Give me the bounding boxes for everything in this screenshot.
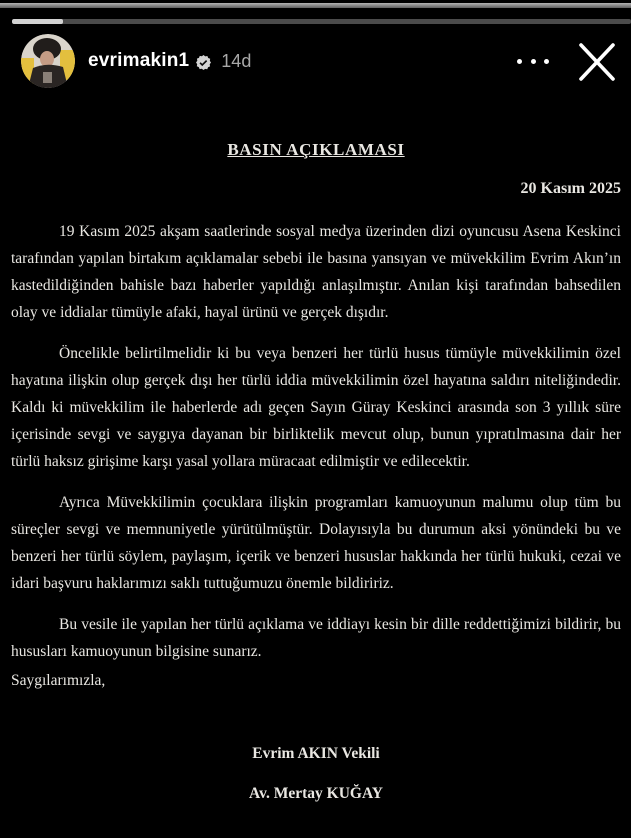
document-paragraph: Ayrıca Müvekkilimin çocuklara ilişkin programları kamuoyunun malumu olup tüm bu süreçler sevgi ve memnuniyetle yürütülmüştür. Dolayısıyla bu durumun aksi yönündeki bu ve benzeri her türlü söylem, paylaşım, içerik ve benzeri hususlar hakkında her türlü hukuki, cezai ve idari başvuru haklarımızı saklı tuttuğumuzu önemle bildiririz.: [11, 494, 621, 592]
document-title: BASIN AÇIKLAMASI: [227, 140, 405, 159]
story-progress-fill: [12, 19, 63, 24]
x-icon: [576, 42, 618, 82]
story-progress-bar-top: [0, 3, 631, 8]
close-button[interactable]: [574, 40, 620, 84]
avatar[interactable]: [21, 34, 75, 88]
three-dots-icon: [517, 59, 522, 64]
document-body: [11, 218, 621, 665]
document-paragraph: Öncelikle belirtilmelidir ki bu veya benzeri her türlü husus tümüyle müvekkilimin özel hayatına ilişkin olup gerçek dışı her türlü iddia müvekkilimin özel hayatına saldırı niteliğindedir. Kaldı ki müvekkilim ile haberlerde adı geçen Sayın Güray Keskinci arasında son 3 yıllık süre içerisinde sevgi ve saygıya dayanan bir birliktelik mevcut olup, bunun yıpratılmasına dair her türlü haksız girişime karşı yasal yollara müracaat edilmiştir ve edilecektir.: [11, 345, 621, 470]
document-paragraph: Bu vesile ile yapılan her türlü açıklama ve iddiayı kesin bir dille reddettiğimizi bildirir, bu hususları kamuoyunun bilgisine sunarız.: [11, 616, 621, 660]
signature-role: Evrim AKIN Vekili: [252, 745, 380, 762]
username[interactable]: evrimakin1: [88, 50, 190, 71]
three-dots-icon: [544, 59, 549, 64]
story-progress-bar: [12, 19, 631, 24]
more-options-button[interactable]: [516, 50, 550, 72]
document-date: 20 Kasım 2025: [520, 180, 621, 197]
story-timestamp: 14d: [221, 50, 252, 71]
story-header-identity: [88, 50, 251, 72]
verified-badge-icon: [196, 55, 211, 70]
avatar-image: [21, 34, 75, 88]
three-dots-icon: [531, 59, 536, 64]
document-closing: Saygılarımızla,: [11, 672, 106, 689]
signature-name: Av. Mertay KUĞAY: [249, 785, 383, 802]
document-paragraph: 19 Kasım 2025 akşam saatlerinde sosyal medya üzerinden dizi oyuncusu Asena Keskinci tarafından yapılan birtakım açıklamalar sebebi ile basına yansıyan ve müvekkilim Evrim Akın’ın kastedildiğinden bahisle bazı haberler yapıldığı anlaşılmıştır. Anılan kişi tarafından bahsedilen olay ve iddialar tümüyle afaki, hayal ürünü ve gerçek dışıdır.: [11, 223, 621, 321]
